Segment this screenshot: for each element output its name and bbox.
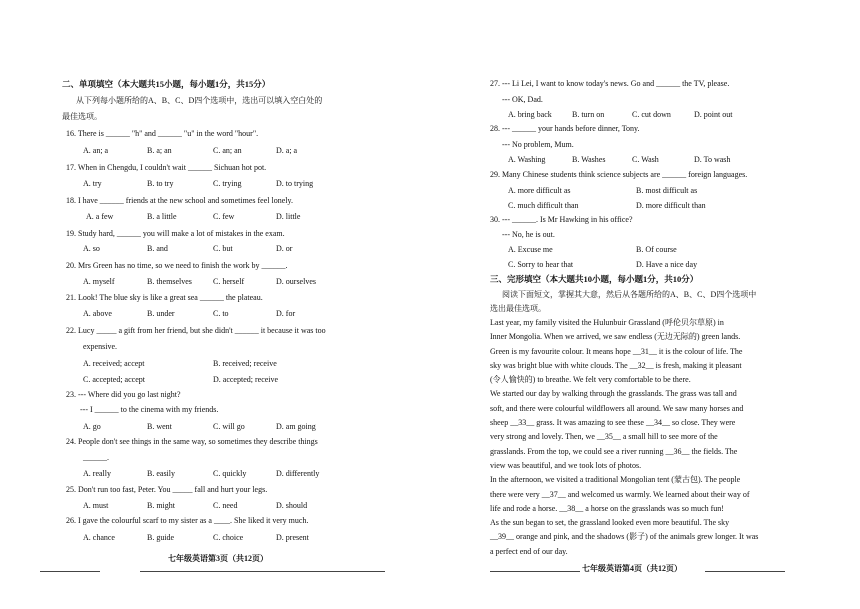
option[interactable]: D. am going [276,422,316,431]
question-20: 20. Mrs Green has no time, so we need to finish the work by ______. [66,261,288,270]
option[interactable]: B. most difficult as [636,186,698,195]
section-3-instruction-cont: 选出最佳选项。 [490,304,546,313]
section-2-instruction: 从下列每小题所给的A、B、C、D四个选项中，选出可以填入空白处的 [76,96,323,105]
passage-line: grasslands. From the top, we could see a river running __36__ the fields. The [490,446,738,456]
question-27: 27. --- Li Lei, I want to know today's news. Go and ______ the TV, please. [490,79,730,88]
divider [40,571,100,572]
question-27-cont: --- OK, Dad. [502,95,543,104]
option[interactable]: B. received; receive [213,359,277,368]
option[interactable]: B. turn on [572,110,605,119]
option[interactable]: C. but [213,244,233,253]
section-3-title: 三、完形填空（本大题共10小题，每小题1分，共10分） [490,274,699,284]
option[interactable]: D. accepted; receive [213,375,279,384]
section-2-instruction-cont: 最佳选项。 [62,112,102,121]
option[interactable]: D. To wash [694,155,731,164]
option[interactable]: C. trying [213,179,242,188]
option[interactable]: B. might [147,501,176,510]
question-19: 19. Study hard, ______ you will make a lot of mistakes in the exam. [66,229,285,238]
passage-line: Inner Mongolia. When we arrived, we saw endless (无边无际的) green lands. [490,332,741,342]
question-25: 25. Don't run too fast, Peter. You _____ fall and hurt your legs. [66,485,268,494]
option[interactable]: A. Washing [508,155,546,164]
option[interactable]: D. point out [694,110,733,119]
question-24-cont: ______. [83,453,109,462]
option[interactable]: A. Excuse me [508,245,553,254]
question-30-cont: --- No, he is out. [502,230,555,239]
option[interactable]: A. a few [86,212,114,221]
option[interactable]: B. themselves [147,277,192,286]
option[interactable]: C. herself [213,277,245,286]
option[interactable]: B. a; an [147,146,172,155]
passage-line: view was beautiful, and we took lots of photos. [490,460,642,470]
option[interactable]: A. bring back [508,110,552,119]
question-24: 24. People don't see things in the same way, so sometimes they describe things [66,437,318,446]
option[interactable]: A. above [83,309,112,318]
passage-line: As the sun began to set, the grassland looked even more beautiful. The sky [490,518,730,528]
option[interactable]: D. present [276,533,309,542]
passage-line: life and rode a horse. __38__ a horse on the grasslands was so much fun! [490,503,724,513]
option[interactable]: D. should [276,501,308,510]
page-footer-left: 七年级英语第3页（共12页） [168,554,268,563]
passage-line: a perfect end of our day. [490,546,568,556]
option[interactable]: D. a; a [276,146,298,155]
passage-line: We started our day by walking through the grasslands. The grass was tall and [490,389,737,399]
option[interactable]: A. myself [83,277,115,286]
option[interactable]: C. accepted; accept [83,375,145,384]
passage-line: there were very __37__ and welcomed us warmly. We learned about their way of [490,489,750,499]
option[interactable]: D. differently [276,469,320,478]
cloze-passage [490,316,790,559]
option[interactable]: D. for [276,309,296,318]
passage-line: very strong and lovely. Then, we __35__ a small hill to see more of the [490,432,718,442]
option[interactable]: A. try [83,179,102,188]
question-21: 21. Look! The blue sky is like a great sea ______ the plateau. [66,293,263,302]
divider [705,571,785,572]
passage-line: Green is my favourite colour. It means hope __31__ it is the colour of life. The [490,346,743,356]
option[interactable]: A. received; accept [83,359,145,368]
option[interactable]: D. ourselves [276,277,316,286]
option[interactable]: C. will go [213,422,245,431]
option[interactable]: C. need [213,501,238,510]
question-26: 26. I gave the colourful scarf to my sister as a ____. She liked it very much. [66,516,309,525]
question-22-cont: expensive. [83,342,117,351]
option[interactable]: C. to [213,309,229,318]
passage-line: __39__ orange and pink, and the shadows (影子) of the animals grew longer. It was [490,532,759,542]
passage-line: Last year, my family visited the Hulunbuir Grassland (呼伦贝尔草原) in [490,318,724,327]
option[interactable]: A. chance [83,533,115,542]
option[interactable]: B. a little [147,212,177,221]
option[interactable]: A. more difficult as [508,186,571,195]
question-17: 17. When in Chengdu, I couldn't wait ______ Sichuan hot pot. [66,163,267,172]
option[interactable]: D. Have a nice day [636,260,698,269]
option[interactable]: B. under [147,309,175,318]
passage-line: In the afternoon, we visited a traditional Mongolian tent (蒙古包). The people [490,475,741,485]
option[interactable]: D. to trying [276,179,314,188]
option[interactable]: A. must [83,501,109,510]
page-footer-right: 七年级英语第4页（共12页） [582,564,682,573]
option[interactable]: C. cut down [632,110,671,119]
passage-line: soft, and there were colourful wildflowers all around. We saw many horses and [490,403,744,413]
divider [490,571,580,572]
option[interactable]: B. guide [147,533,175,542]
option[interactable]: D. little [276,212,301,221]
option[interactable]: B. and [147,244,168,253]
option[interactable]: A. really [83,469,111,478]
option[interactable]: A. an; a [83,146,109,155]
divider [140,571,385,572]
question-29: 29. Many Chinese students think science subjects are ______ foreign languages. [490,170,748,179]
question-23: 23. --- Where did you go last night? [66,390,181,399]
option[interactable]: C. an; an [213,146,242,155]
question-16: 16. There is ______ "h" and ______ "u" in the word "hour". [66,129,259,138]
option[interactable]: B. Of course [636,245,677,254]
option[interactable]: B. went [147,422,172,431]
option[interactable]: C. Wash [632,155,659,164]
option[interactable]: D. more difficult than [636,201,706,210]
section-3-instruction: 阅读下面短文，掌握其大意，然后从各题所给的A、B、C、D四个选项中 [502,290,757,299]
option[interactable]: C. much difficult than [508,201,579,210]
question-18: 18. I have ______ friends at the new school and sometimes feel lonely. [66,196,293,205]
option[interactable]: D. or [276,244,293,253]
option[interactable]: C. quickly [213,469,247,478]
option[interactable]: B. to try [147,179,174,188]
option[interactable]: B. Washes [572,155,606,164]
question-28-cont: --- No problem, Mum. [502,140,574,149]
question-28: 28. --- ______ your hands before dinner, Tony. [490,124,640,133]
question-22: 22. Lucy _____ a gift from her friend, but she didn't ______ it because it was too [66,326,326,335]
section-2-title: 二、单项填空（本大题共15小题，每小题1分，共15分） [62,79,271,89]
passage-line: sheep __33__ grass. It was amazing to see these __34__ so close. They were [490,418,736,428]
passage-line: sky was bright blue with white clouds. The __32__ is fresh, making it pleasant [490,360,742,370]
option[interactable]: C. choice [213,533,244,542]
option[interactable]: C. Sorry to hear that [508,260,574,269]
option[interactable]: A. go [83,422,101,431]
option[interactable]: B. easily [147,469,175,478]
option[interactable]: A. so [83,244,100,253]
option[interactable]: C. few [213,212,235,221]
passage-line: (令人愉快的) to breathe. We felt very comfortable to be there. [490,375,691,385]
question-30: 30. --- ______. Is Mr Hawking in his office? [490,215,633,224]
question-23-cont: --- I ______ to the cinema with my friends. [80,405,219,414]
